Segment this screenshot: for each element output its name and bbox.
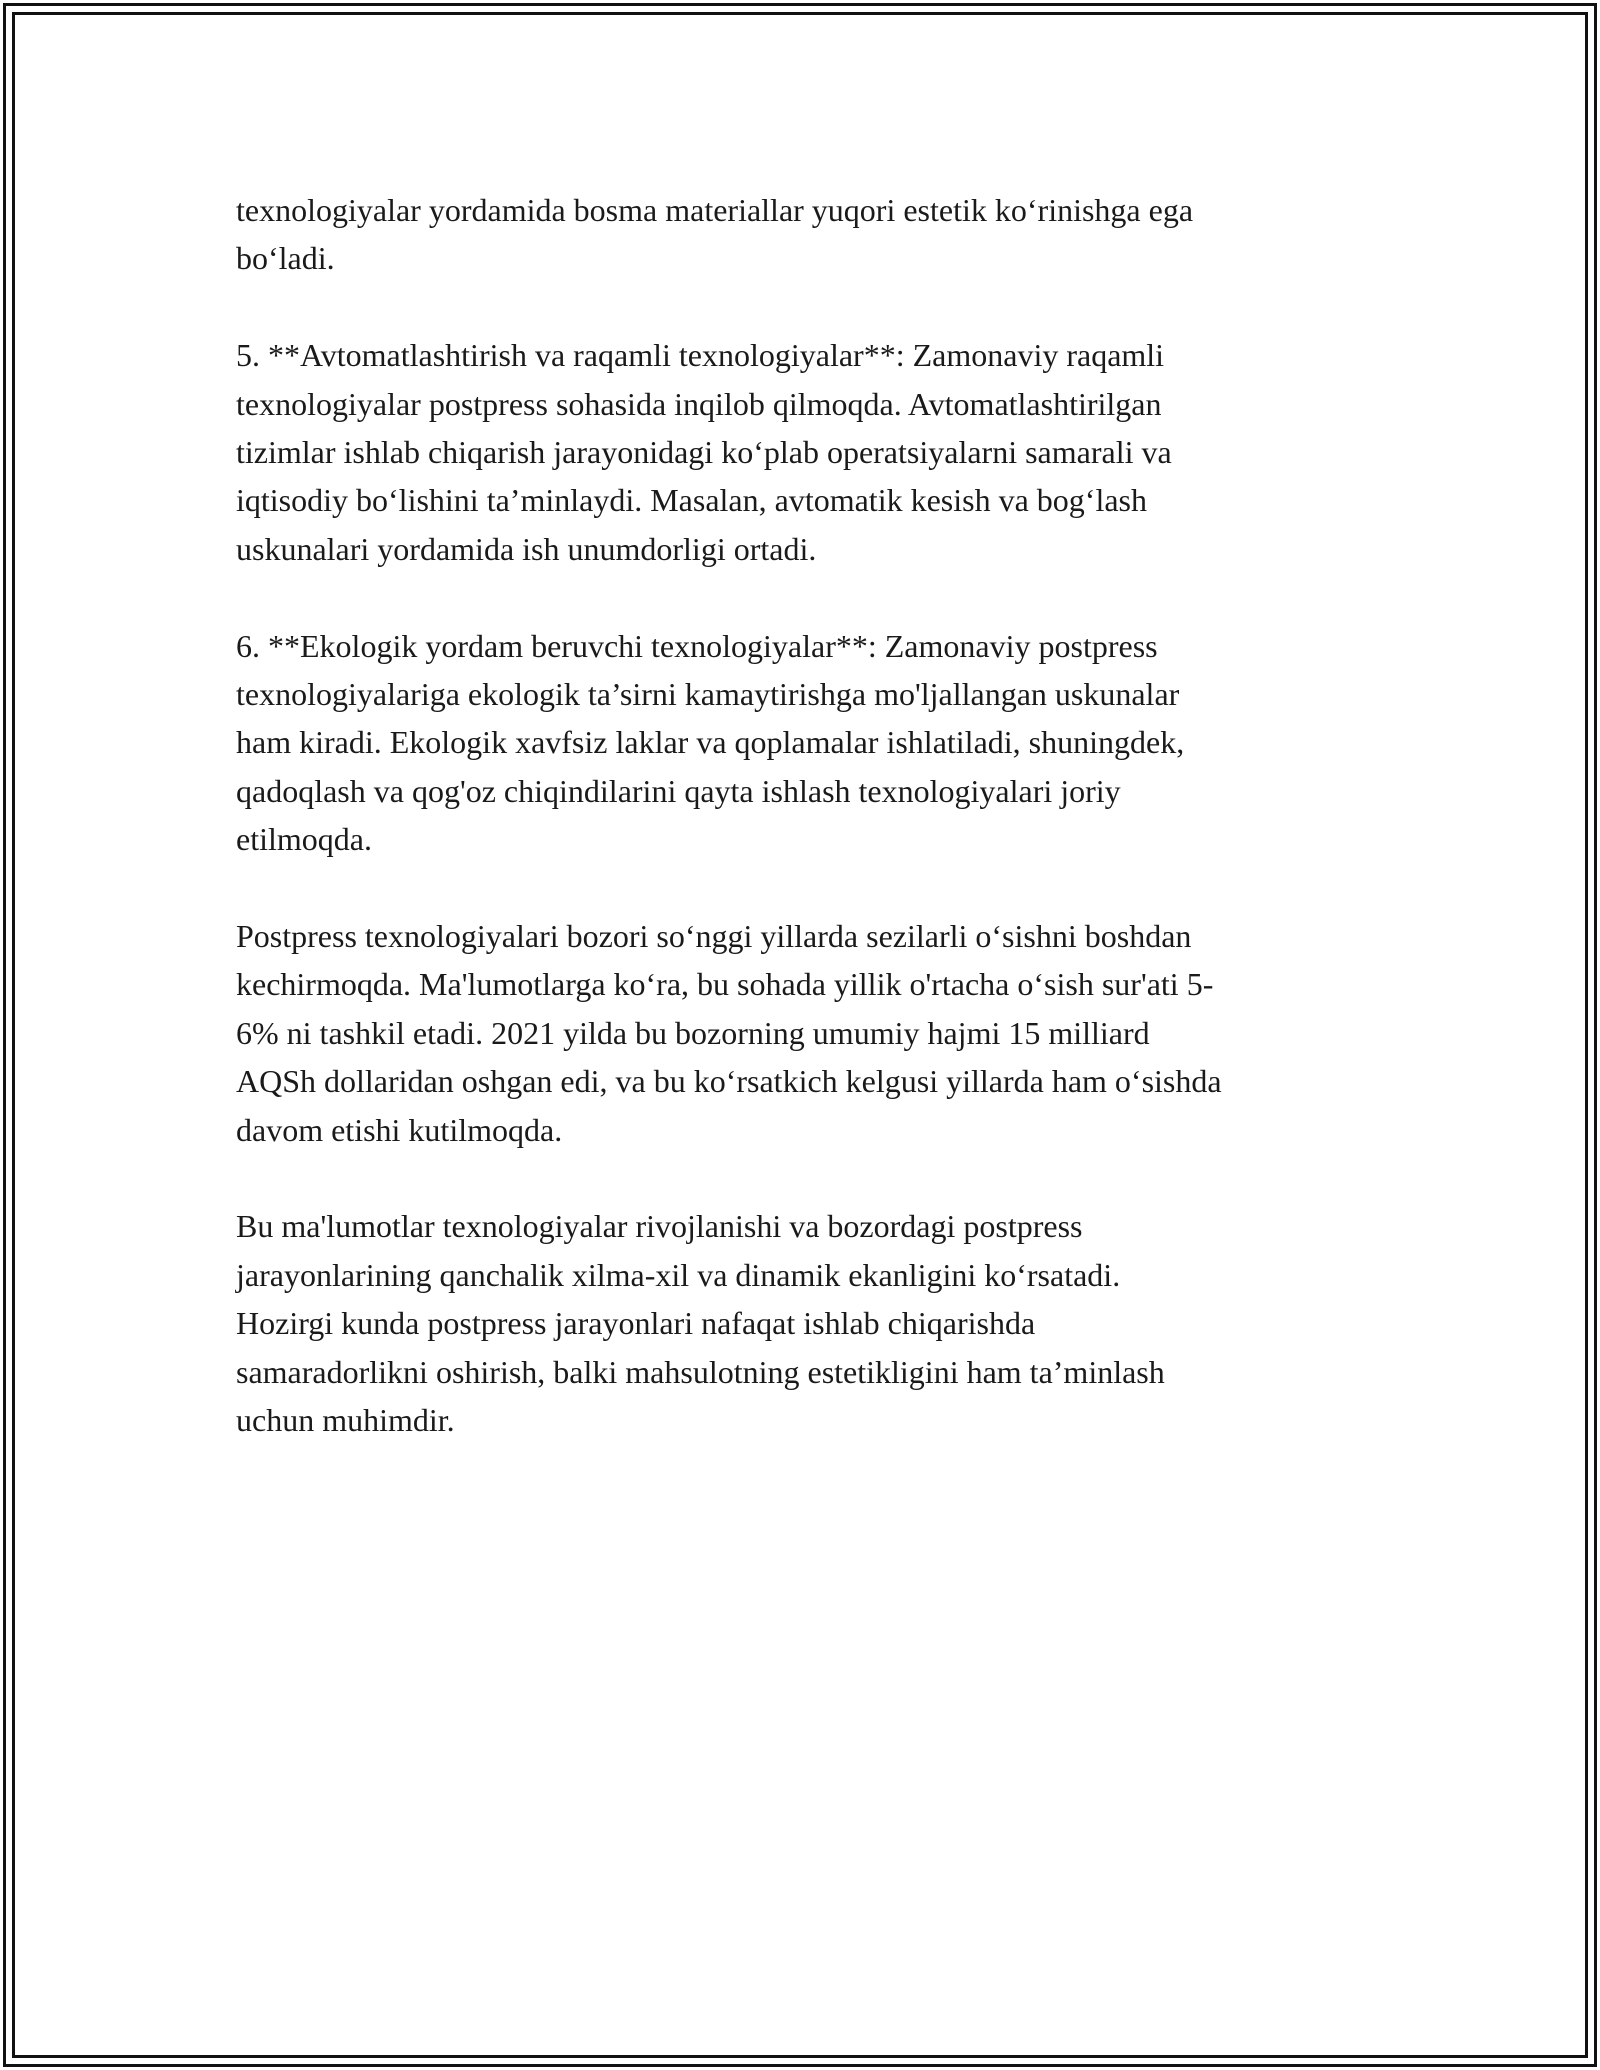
text-line: tizimlar ishlab chiqarish jarayonidagi ko‘plab operatsiyalarni samarali va — [236, 434, 1172, 471]
text-line: texnologiyalar yordamida bosma materiallar yuqori estetik ko‘rinishga ega — [236, 192, 1194, 228]
text-line: kechirmoqda. Ma'lumotlarga ko‘ra, bu sohada yillik o'rtacha o‘sish sur'ati 5- — [236, 966, 1214, 1003]
text-line: texnologiyalariga ekologik ta’sirni kamaytirishga mo'ljallangan uskunalar — [236, 676, 1180, 713]
text-line: 5. **Avtomatlashtirish va raqamli texnologiyalar**: Zamonaviy raqamli — [236, 337, 1165, 374]
text-line: etilmoqda. — [236, 821, 372, 858]
text-line: samaradorlikni oshirish, balki mahsulotning estetikligini ham ta’minlash — [236, 1353, 1165, 1390]
paragraph-item-6 — [236, 622, 1386, 864]
paragraph-conclusion — [236, 1202, 1386, 1444]
text-line: texnologiyalar postpress sohasida inqilob qilmoqda. Avtomatlashtirilgan — [236, 385, 1162, 422]
document-body — [236, 186, 1386, 1493]
text-line: jarayonlarining qanchalik xilma-xil va dinamik ekanligini ko‘rsatadi. — [236, 1256, 1121, 1293]
text-line: uskunalari yordamida ish unumdorligi ortadi. — [236, 530, 817, 567]
text-line: iqtisodiy bo‘lishini ta’minlaydi. Masalan, avtomatik kesish va bog‘lash — [236, 482, 1147, 519]
paragraph-item-5 — [236, 331, 1386, 573]
text-line: bo‘ladi. — [236, 240, 335, 277]
text-line: 6% ni tashkil etadi. 2021 yilda bu bozorning umumiy hajmi 15 milliard — [236, 1014, 1150, 1051]
paragraph-continuation — [236, 186, 1386, 283]
text-line: 6. **Ekologik yordam beruvchi texnologiyalar**: Zamonaviy postpress — [236, 627, 1158, 664]
text-line: ham kiradi. Ekologik xavfsiz laklar va qoplamalar ishlatiladi, shuningdek, — [236, 724, 1185, 761]
text-line: Bu ma'lumotlar texnologiyalar rivojlanishi va bozordagi postpress — [236, 1208, 1083, 1245]
text-line: Postpress texnologiyalari bozori so‘nggi yillarda sezilarli o‘sishni boshdan — [236, 918, 1192, 955]
paragraph-market — [236, 912, 1386, 1154]
text-line: uchun muhimdir. — [236, 1402, 455, 1439]
text-line: Hozirgi kunda postpress jarayonlari nafaqat ishlab chiqarishda — [236, 1305, 1036, 1342]
text-line: davom etishi kutilmoqda. — [236, 1111, 563, 1148]
text-line: qadoqlash va qog'oz chiqindilarini qayta ishlash texnologiyalari joriy — [236, 772, 1121, 809]
text-line: AQSh dollaridan oshgan edi, va bu ko‘rsatkich kelgusi yillarda ham o‘sishda — [236, 1063, 1222, 1100]
